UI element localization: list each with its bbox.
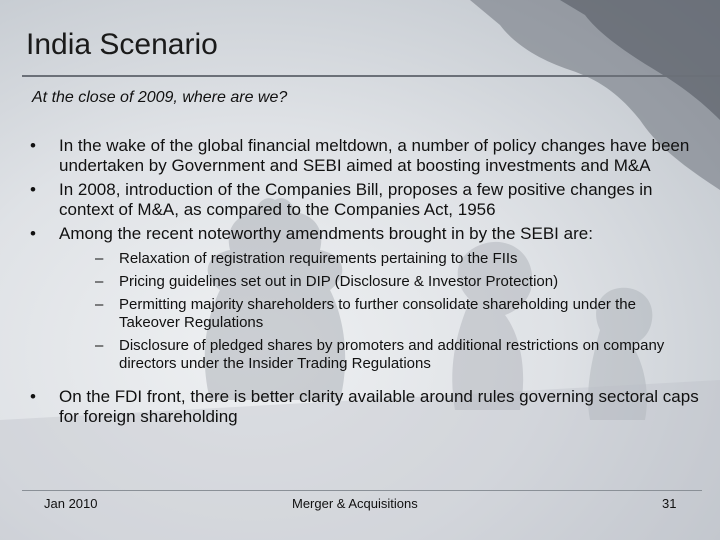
sub-bullet-text: Relaxation of registration requirements pertaining to the FIIs xyxy=(119,250,518,267)
sub-bullet-item xyxy=(59,273,700,291)
bullet-marker: • xyxy=(30,180,36,199)
sub-bullet-item xyxy=(59,296,700,332)
footer-title: Merger & Acquisitions xyxy=(292,496,418,511)
title-divider xyxy=(22,75,720,77)
slide-subtitle: At the close of 2009, where are we? xyxy=(32,89,288,106)
sub-bullet-item xyxy=(59,337,700,373)
footer-date: Jan 2010 xyxy=(44,496,98,511)
slide-content xyxy=(30,136,700,431)
bullet-marker: • xyxy=(30,136,36,155)
footer-divider xyxy=(22,490,702,491)
sub-bullet-list xyxy=(59,250,700,373)
sub-bullet-text: Disclosure of pledged shares by promoters and additional restrictions on company directors under the Insider Trading Regulations xyxy=(119,337,665,372)
bullet-marker: • xyxy=(30,224,36,243)
page-title: India Scenario xyxy=(26,28,218,61)
sub-bullet-text: Pricing guidelines set out in DIP (Disclosure & Investor Protection) xyxy=(119,273,559,290)
bullet-text: Among the recent noteworthy amendments brought in by the SEBI are: xyxy=(59,224,593,243)
bullet-item xyxy=(30,180,700,220)
bullet-list xyxy=(30,136,700,427)
bullet-text: On the FDI front, there is better clarity available around rules governing sectoral caps for foreign shareholding xyxy=(59,387,699,426)
title-bar xyxy=(0,0,720,78)
sub-bullet-text: Permitting majority shareholders to further consolidate shareholding under the Takeover Regulations xyxy=(119,296,636,331)
footer xyxy=(0,492,720,516)
dash-marker: – xyxy=(95,296,104,313)
page-number: 31 xyxy=(662,496,677,511)
dash-marker: – xyxy=(95,337,104,354)
dash-marker: – xyxy=(95,273,104,290)
bullet-item xyxy=(30,136,700,176)
bullet-item xyxy=(30,224,700,373)
sub-bullet-item xyxy=(59,250,700,268)
bullet-text: In the wake of the global financial meltdown, a number of policy changes have been undertaken by Government and SEBI aimed at boosting investments and M&A xyxy=(59,136,690,175)
dash-marker: – xyxy=(95,250,104,267)
bullet-marker: • xyxy=(30,387,36,406)
bullet-item xyxy=(30,387,700,427)
bullet-text: In 2008, introduction of the Companies Bill, proposes a few positive changes in context of M&A, as compared to the Companies Act, 1956 xyxy=(59,180,653,219)
